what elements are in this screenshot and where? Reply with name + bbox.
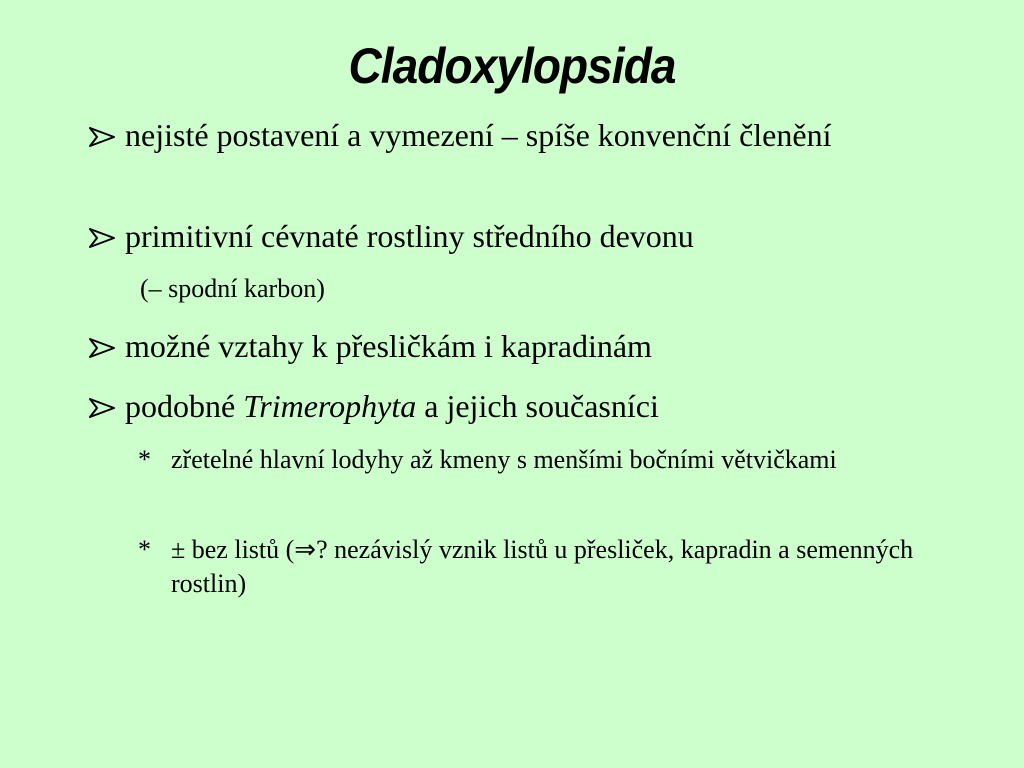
sub-bullet-item	[138, 533, 938, 601]
bullet-text: nejisté postavení a vymezení – spíše konvenční členění	[125, 117, 832, 153]
sub-bullet-text	[171, 533, 938, 601]
bullet-text: možné vztahy k přesličkám i kapradinám	[125, 328, 652, 364]
asterisk-marker: *	[138, 535, 151, 564]
sub-bullet-text-suffix: ? nezávislý vznik listů u přesliček, kapradin a semenných rostlin)	[171, 535, 914, 598]
bullet-text-suffix: a jejich současníci	[416, 388, 659, 424]
sub-bullet-text: zřetelné hlavní lodyhy až kmeny s menšími bočními větvičkami	[171, 445, 837, 474]
arrowhead-bullet-icon	[88, 325, 118, 359]
bullet-text	[125, 385, 948, 428]
implies-arrow-icon: ⇒	[294, 535, 317, 564]
arrowhead-bullet-icon	[88, 385, 118, 419]
sub-bullet-text-prefix: ± bez listů (	[171, 535, 295, 564]
sub-bullet-item	[138, 443, 938, 477]
arrowhead-bullet-icon	[88, 114, 118, 148]
paren-note: (– spodní karbon)	[140, 274, 325, 303]
bullet-item	[88, 215, 948, 258]
arrowhead-bullet-icon	[88, 215, 118, 249]
bullet-item	[88, 325, 948, 368]
bullet-item	[88, 114, 948, 157]
bullet-text: primitivní cévnaté rostliny středního devonu	[125, 218, 694, 254]
asterisk-marker: *	[138, 445, 151, 474]
bullet-item	[88, 385, 948, 428]
bullet-text-prefix: podobné	[125, 388, 244, 424]
taxon-name: Trimerophyta	[243, 388, 417, 424]
slide-title: Cladoxylopsida	[348, 38, 676, 94]
